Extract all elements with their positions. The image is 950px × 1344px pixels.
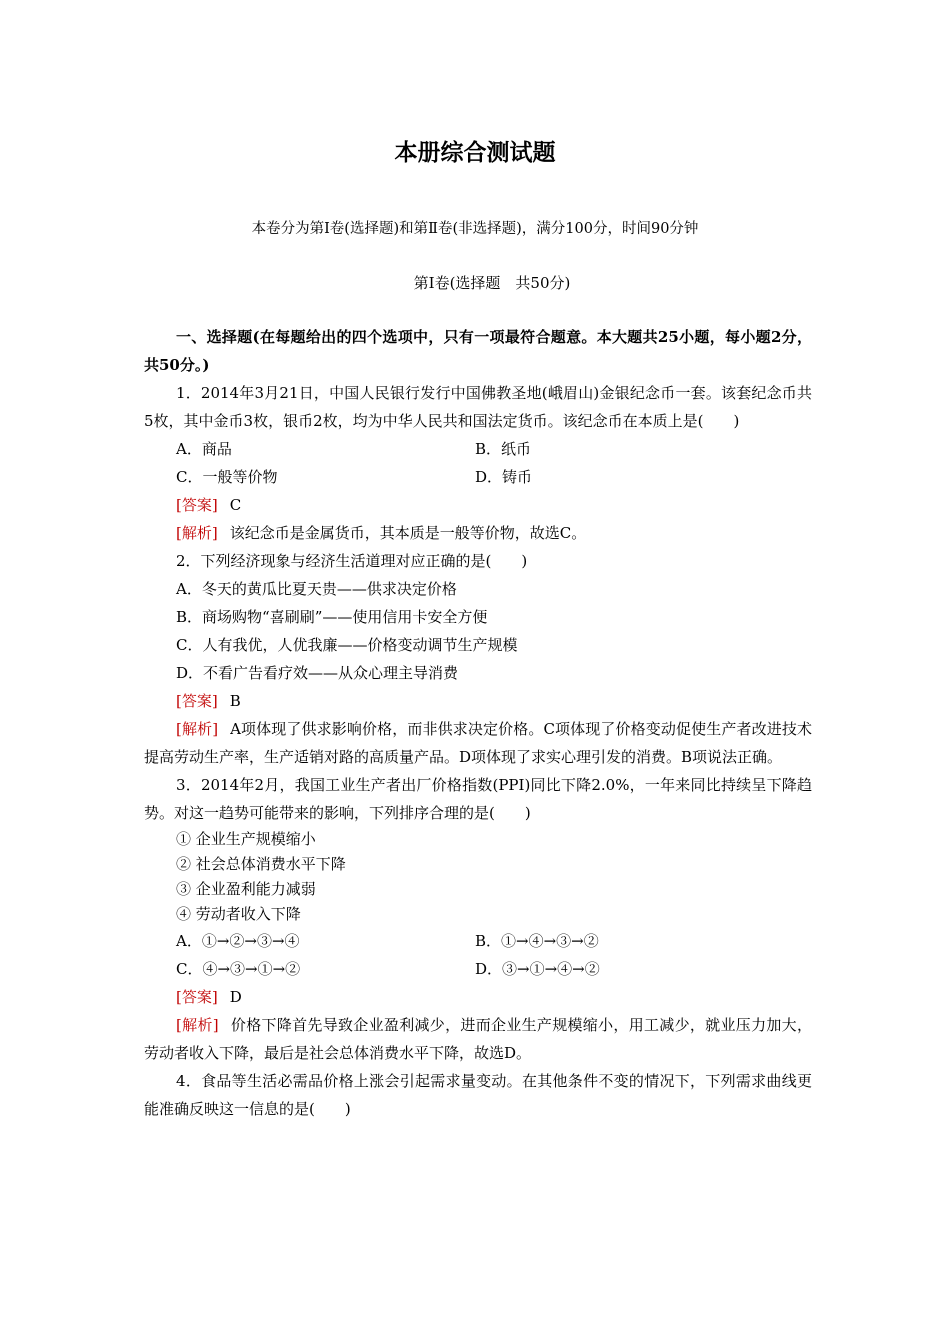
answer-line xyxy=(144,983,812,1011)
list-item: ① 企业生产规模缩小 xyxy=(176,830,316,848)
option-b: B．纸币 xyxy=(475,440,532,458)
answer-label: [答案] xyxy=(176,692,218,710)
question-content xyxy=(144,323,812,1123)
option-a: A．①→②→③→④ xyxy=(176,932,300,950)
answer-value: C xyxy=(229,496,242,514)
answer-line xyxy=(144,687,812,715)
option-row xyxy=(144,435,812,463)
question-stem: 3．2014年2月，我国工业生产者出厂价格指数(PPI)同比下降2.0%，一年来同比持续呈下降趋势。对这一趋势可能带来的影响，下列排序合理的是( ) xyxy=(144,776,812,822)
analysis-label: [解析] xyxy=(176,1016,219,1034)
option-a: A．商品 xyxy=(176,440,232,458)
question-stem: 4．食品等生活必需品价格上涨会引起需求量变动。在其他条件不变的情况下，下列需求曲线更能准确反映这一信息的是( ) xyxy=(144,1072,812,1118)
option-d: D．不看广告看疗效——从众心理主导消费 xyxy=(176,664,459,682)
option-row xyxy=(144,927,812,955)
analysis-label: [解析] xyxy=(176,720,219,738)
analysis-line xyxy=(144,715,812,771)
list-item: ③ 企业盈利能力减弱 xyxy=(176,880,316,898)
option-c: C．一般等价物 xyxy=(176,468,278,486)
answer-value: B xyxy=(229,692,241,710)
section-heading: 一、选择题(在每题给出的四个选项中，只有一项最符合题意。本大题共25小题，每小题2分，共50分。) xyxy=(144,328,812,374)
option-d: D．铸币 xyxy=(475,468,533,486)
option-row xyxy=(144,955,812,983)
analysis-text: 价格下降首先导致企业盈利减少，进而企业生产规模缩小，用工减少，就业压力加大，劳动者收入下降，最后是社会总体消费水平下降，故选D。 xyxy=(144,1016,812,1062)
option-c: C．④→③→①→② xyxy=(176,960,301,978)
page-title: 本册综合测试题 xyxy=(394,140,556,166)
option-d: D．③→①→④→② xyxy=(475,960,600,978)
exam-instructions: 本卷分为第Ⅰ卷(选择题)和第Ⅱ卷(非选择题)，满分100分，时间90分钟 xyxy=(251,221,699,237)
analysis-label: [解析] xyxy=(176,524,218,542)
list-item: ④ 劳动者收入下降 xyxy=(176,905,301,923)
option-row xyxy=(144,463,812,491)
option-c: C．人有我优，人优我廉——价格变动调节生产规模 xyxy=(176,636,518,654)
analysis-line xyxy=(144,1011,812,1067)
question-stem: 2．下列经济现象与经济生活道理对应正确的是( ) xyxy=(176,552,528,570)
option-b: B．①→④→③→② xyxy=(475,932,599,950)
analysis-text: A项体现了供求影响价格，而非供求决定价格。C项体现了价格变动促使生产者改进技术提高劳动生产率，生产适销对路的高质量产品。D项体现了求实心理引发的消费。B项说法正确。 xyxy=(144,720,812,766)
answer-value: D xyxy=(229,988,242,1006)
analysis-line xyxy=(144,519,812,547)
part-title: 第Ⅰ卷(选择题 共50分) xyxy=(413,274,571,292)
question-stem: 1．2014年3月21日，中国人民银行发行中国佛教圣地(峨眉山)金银纪念币一套。该套纪念币共5枚，其中金币3枚，银币2枚，均为中华人民共和国法定货币。该纪念币在本质上是( ) xyxy=(144,384,812,430)
answer-line xyxy=(144,491,812,519)
option-a: A．冬天的黄瓜比夏天贵——供求决定价格 xyxy=(176,580,457,598)
list-item: ② 社会总体消费水平下降 xyxy=(176,855,346,873)
answer-label: [答案] xyxy=(176,496,218,514)
option-b: B．商场购物“喜刷刷”——使用信用卡安全方便 xyxy=(176,608,488,626)
analysis-text: 该纪念币是金属货币，其本质是一般等价物，故选C。 xyxy=(229,524,587,542)
answer-label: [答案] xyxy=(176,988,218,1006)
